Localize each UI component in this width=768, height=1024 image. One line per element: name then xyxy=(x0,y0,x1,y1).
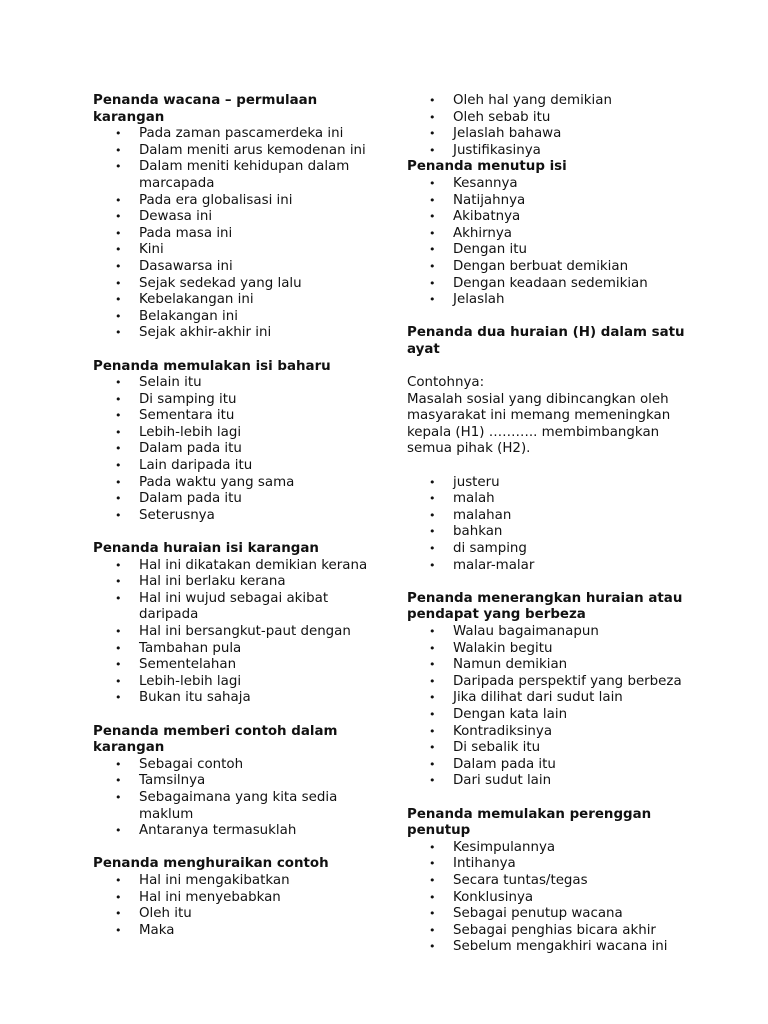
list-item xyxy=(93,757,383,774)
list-item xyxy=(407,856,697,873)
bullet-icon: • xyxy=(115,757,122,771)
bullet-icon: • xyxy=(429,641,436,655)
list-item-text: Sebagai penghias bicara akhir xyxy=(453,922,656,938)
bullet-icon: • xyxy=(115,459,122,473)
list-item-text: Selain itu xyxy=(139,375,202,391)
list-item-text: Oleh itu xyxy=(139,906,192,922)
list-item-text: Hal ini menyebabkan xyxy=(139,889,281,905)
bullet-icon: • xyxy=(115,923,122,937)
list-item-text: Hal ini mengakibatkan xyxy=(139,872,290,888)
section-heading: Penanda dua huraian (H) dalam satu ayat xyxy=(407,325,685,357)
example-label: Contohnya: xyxy=(407,375,485,391)
list-item xyxy=(93,458,383,475)
list-item xyxy=(407,143,697,160)
list-item-text: Kebelakangan ini xyxy=(139,292,254,308)
bullet-icon: • xyxy=(429,890,436,904)
list-item-text: Seterusnya xyxy=(139,507,215,523)
list-item xyxy=(93,242,383,259)
list-item xyxy=(407,110,697,127)
list-item-text: Pada waktu yang sama xyxy=(139,474,295,490)
section-list xyxy=(93,375,383,524)
section-list xyxy=(407,840,697,956)
list-item xyxy=(407,524,697,541)
bullet-icon: • xyxy=(115,625,122,638)
bullet-icon: • xyxy=(115,475,122,489)
section-left-0 xyxy=(93,93,383,342)
continued-list xyxy=(407,93,697,159)
list-item xyxy=(93,657,383,674)
bullet-icon: • xyxy=(115,326,122,340)
section-left-4 xyxy=(93,856,383,939)
list-item-text: Pada era globalisasi ini xyxy=(139,192,293,208)
bullet-icon: • xyxy=(429,259,436,273)
bullet-icon: • xyxy=(115,409,122,423)
list-item xyxy=(93,873,383,890)
section-right-0 xyxy=(407,591,697,790)
bullet-icon: • xyxy=(115,691,122,705)
list-item-text: Dalam pada itu xyxy=(139,441,242,457)
list-item xyxy=(407,707,697,724)
list-item xyxy=(93,259,383,276)
list-item-text: Tambahan pula xyxy=(139,640,242,656)
bullet-icon: • xyxy=(429,923,436,937)
list-item xyxy=(407,624,697,641)
list-item xyxy=(407,690,697,707)
list-item-text: Tamsilnya xyxy=(139,773,206,789)
bullet-icon: • xyxy=(115,193,122,207)
bullet-icon: • xyxy=(429,143,436,157)
list-item xyxy=(407,541,697,558)
right-column xyxy=(407,93,697,956)
bullet-icon: • xyxy=(429,873,436,887)
list-item xyxy=(93,574,383,591)
section-heading: Penanda menghuraikan contoh xyxy=(93,856,329,872)
bullet-icon: • xyxy=(115,127,122,141)
bullet-icon: • xyxy=(115,492,122,506)
list-item xyxy=(407,226,697,243)
list-item-text: Intihanya xyxy=(453,856,516,872)
bullet-icon: • xyxy=(429,940,436,954)
list-item xyxy=(93,558,383,575)
list-item xyxy=(407,641,697,658)
list-item xyxy=(407,93,697,110)
list-item xyxy=(407,724,697,741)
bullet-icon: • xyxy=(429,243,436,257)
list-item xyxy=(407,906,697,923)
bullet-icon: • xyxy=(115,575,122,589)
bullet-icon: • xyxy=(429,658,436,672)
list-item-text: Walakin begitu xyxy=(453,640,553,656)
list-item xyxy=(93,790,383,823)
list-item-text: Sebagaimana yang kita sedia maklum xyxy=(139,789,338,822)
list-item xyxy=(407,923,697,940)
bullet-icon: • xyxy=(429,558,436,572)
list-item xyxy=(93,375,383,392)
list-item xyxy=(407,873,697,890)
list-item xyxy=(93,425,383,442)
bullet-icon: • xyxy=(429,127,436,141)
list-item-text: Justifikasinya xyxy=(453,142,541,158)
list-item-text: malahan xyxy=(453,507,512,523)
bullet-icon: • xyxy=(429,625,436,638)
list-item xyxy=(407,840,697,857)
list-item xyxy=(93,193,383,210)
list-item-text: Walau bagaimanapun xyxy=(453,624,599,639)
list-item xyxy=(93,690,383,707)
list-item xyxy=(93,491,383,508)
section-heading: Penanda menutup isi xyxy=(407,159,567,175)
bullet-icon: • xyxy=(429,724,436,738)
bullet-icon: • xyxy=(429,110,436,124)
bullet-icon: • xyxy=(115,243,122,257)
list-item-text: Di sebalik itu xyxy=(453,740,541,756)
list-item xyxy=(407,475,697,492)
bullet-icon: • xyxy=(115,873,122,887)
list-item xyxy=(407,508,697,525)
section-two-elaboration xyxy=(407,325,697,574)
section-heading: Penanda menerangkan huraian atau pendapat yang berbeza xyxy=(407,590,683,623)
list-item-text: Hal ini bersangkut-paut dengan xyxy=(139,624,351,639)
list-item-text: Sebagai contoh xyxy=(139,756,244,772)
list-item-text: Hal ini dikatakan demikian kerana xyxy=(139,557,368,573)
section-closing xyxy=(407,159,697,308)
bullet-icon: • xyxy=(115,890,122,904)
list-item-text: Namun demikian xyxy=(453,657,568,673)
bullet-icon: • xyxy=(429,508,436,522)
bullet-icon: • xyxy=(115,508,122,522)
bullet-icon: • xyxy=(429,857,436,871)
list-item-text: Sejak akhir-akhir ini xyxy=(139,325,272,341)
example-text: Masalah sosial yang dibincangkan oleh masyarakat ini memang memeningkan kepala (H1) ……….. membimbangkan semua pihak (H2). xyxy=(407,391,671,457)
list-item-text: Sementelahan xyxy=(139,657,237,673)
list-item xyxy=(93,923,383,940)
list-item-text: Dalam pada itu xyxy=(453,756,556,772)
bullet-icon: • xyxy=(115,425,122,439)
list-item xyxy=(93,143,383,160)
list-item xyxy=(93,276,383,293)
bullet-icon: • xyxy=(115,376,122,390)
left-column xyxy=(93,93,383,939)
bullet-icon: • xyxy=(429,674,436,688)
list-item-text: Secara tuntas/tegas xyxy=(453,872,588,888)
bullet-icon: • xyxy=(115,674,122,688)
bullet-icon: • xyxy=(115,293,122,307)
list-item-text: Dengan keadaan sedemikian xyxy=(453,275,648,291)
list-item-text: Pada zaman pascamerdeka ini xyxy=(139,126,344,142)
list-item-text: Pada masa ini xyxy=(139,225,233,241)
section-right-1 xyxy=(407,807,697,956)
list-item xyxy=(93,624,383,641)
bullet-icon: • xyxy=(429,276,436,290)
bullet-icon: • xyxy=(429,176,436,190)
bullet-icon: • xyxy=(429,293,436,307)
section-list xyxy=(407,624,697,790)
list-item-text: Natijahnya xyxy=(453,192,526,208)
bullet-icon: • xyxy=(115,276,122,290)
list-item-text: Dengan itu xyxy=(453,242,527,258)
list-item xyxy=(407,276,697,293)
bullet-icon: • xyxy=(429,94,436,107)
bullet-icon: • xyxy=(429,226,436,240)
bullet-icon: • xyxy=(115,226,122,240)
bullet-icon: • xyxy=(115,774,122,788)
list-item xyxy=(93,641,383,658)
list-item xyxy=(93,906,383,923)
bullet-icon: • xyxy=(429,193,436,207)
bullet-icon: • xyxy=(429,757,436,771)
list-item-text: Kesimpulannya xyxy=(453,839,556,855)
list-item-text: Hal ini berlaku kerana xyxy=(139,574,286,590)
list-item-text: Dengan berbuat demikian xyxy=(453,258,629,274)
list-item xyxy=(93,325,383,342)
section-list xyxy=(93,558,383,707)
list-item xyxy=(407,757,697,774)
list-item xyxy=(407,126,697,143)
list-item xyxy=(93,209,383,226)
bullet-icon: • xyxy=(429,707,436,721)
list-item xyxy=(93,508,383,525)
section-list xyxy=(93,757,383,840)
list-item xyxy=(93,309,383,326)
bullet-icon: • xyxy=(429,525,436,539)
bullet-icon: • xyxy=(115,442,122,456)
section-heading: Penanda huraian isi karangan xyxy=(93,541,319,557)
bullet-icon: • xyxy=(115,907,122,921)
list-item-text: Akibatnya xyxy=(453,209,521,225)
connector-list xyxy=(407,475,697,575)
list-item xyxy=(407,242,697,259)
bullet-icon: • xyxy=(429,492,436,506)
section-list xyxy=(93,873,383,939)
bullet-icon: • xyxy=(115,591,122,605)
bullet-icon: • xyxy=(115,641,122,655)
list-item-text: Dengan kata lain xyxy=(453,706,568,722)
list-item-text: Sebagai penutup wacana xyxy=(453,906,623,922)
list-item-text: Dewasa ini xyxy=(139,209,213,225)
section-left-3 xyxy=(93,724,383,840)
list-item-text: Dari sudut lain xyxy=(453,773,552,789)
list-item-text: Kesannya xyxy=(453,175,518,191)
list-item xyxy=(407,773,697,790)
list-item xyxy=(407,674,697,691)
bullet-icon: • xyxy=(429,840,436,854)
bullet-icon: • xyxy=(115,790,122,804)
list-item-text: Dalam meniti kehidupan dalam marcapada xyxy=(139,159,350,191)
list-item xyxy=(407,491,697,508)
list-item-text: Hal ini wujud sebagai akibat daripada xyxy=(139,590,329,623)
section-heading: Penanda memberi contoh dalam karangan xyxy=(93,723,338,756)
list-item xyxy=(93,226,383,243)
section-heading: Penanda memulakan perenggan penutup xyxy=(407,806,652,839)
list-item xyxy=(407,209,697,226)
section-left-2 xyxy=(93,541,383,707)
bullet-icon: • xyxy=(429,691,436,705)
list-item xyxy=(407,558,697,575)
section-heading: Penanda memulakan isi baharu xyxy=(93,358,331,374)
list-item-text: justeru xyxy=(453,474,500,490)
bullet-icon: • xyxy=(429,907,436,921)
bullet-icon: • xyxy=(115,558,122,572)
list-item xyxy=(93,773,383,790)
list-item xyxy=(93,392,383,409)
bullet-icon: • xyxy=(429,210,436,224)
list-item-text: Antaranya termasuklah xyxy=(139,823,297,839)
list-item-text: Maka xyxy=(139,922,175,938)
bullet-icon: • xyxy=(115,658,122,672)
right-sections xyxy=(407,591,697,956)
list-item xyxy=(93,475,383,492)
list-item xyxy=(93,823,383,840)
list-item xyxy=(407,193,697,210)
list-item xyxy=(93,159,383,192)
bullet-icon: • xyxy=(429,741,436,755)
list-item xyxy=(407,890,697,907)
bullet-icon: • xyxy=(115,392,122,406)
bullet-icon: • xyxy=(115,309,122,323)
list-item-text: Daripada perspektif yang berbeza xyxy=(453,673,682,689)
list-item-text: Jelaslah xyxy=(453,292,505,308)
list-item-text: Jelaslah bahawa xyxy=(453,126,562,142)
bullet-icon: • xyxy=(115,259,122,273)
list-item-text: Lebih-lebih lagi xyxy=(139,673,242,689)
list-item xyxy=(93,890,383,907)
list-item-text: Di samping itu xyxy=(139,391,237,407)
list-item-text: malah xyxy=(453,491,495,507)
bullet-icon: • xyxy=(429,542,436,556)
list-item xyxy=(93,674,383,691)
list-item-text: Sebelum mengakhiri wacana ini xyxy=(453,939,668,955)
list-item-text: Oleh sebab itu xyxy=(453,109,551,125)
list-item xyxy=(407,740,697,757)
list-item xyxy=(93,126,383,143)
list-item-text: bahkan xyxy=(453,524,503,540)
list-item-text: Sementara itu xyxy=(139,408,235,424)
bullet-icon: • xyxy=(115,143,122,157)
list-item-text: Bukan itu sahaja xyxy=(139,690,251,706)
list-item-text: Akhirnya xyxy=(453,225,513,241)
closing-list xyxy=(407,176,697,309)
list-item xyxy=(407,939,697,956)
list-item-text: Lain daripada itu xyxy=(139,458,253,474)
list-item xyxy=(407,259,697,276)
list-item-text: Oleh hal yang demikian xyxy=(453,93,612,108)
bullet-icon: • xyxy=(115,210,122,224)
list-item-text: Belakangan ini xyxy=(139,308,238,324)
list-item-text: Dalam meniti arus kemodenan ini xyxy=(139,142,366,158)
list-item xyxy=(93,408,383,425)
section-left-1 xyxy=(93,359,383,525)
list-item-text: Sejak sedekad yang lalu xyxy=(139,275,302,291)
list-item xyxy=(93,591,383,624)
section-list xyxy=(93,126,383,342)
list-item xyxy=(93,441,383,458)
bullet-icon: • xyxy=(429,774,436,788)
bullet-icon: • xyxy=(429,475,436,489)
list-item-text: Jika dilihat dari sudut lain xyxy=(453,690,623,706)
list-item xyxy=(407,176,697,193)
bullet-icon: • xyxy=(115,160,122,174)
list-item-text: Kini xyxy=(139,242,164,258)
list-item-text: Dalam pada itu xyxy=(139,491,242,507)
list-item-text: Dasawarsa ini xyxy=(139,258,233,274)
bullet-icon: • xyxy=(115,824,122,838)
list-item-text: Lebih-lebih lagi xyxy=(139,424,242,440)
list-item-text: Konklusinya xyxy=(453,889,534,905)
list-item xyxy=(407,657,697,674)
list-item-text: Kontradiksinya xyxy=(453,723,553,739)
list-item-text: di samping xyxy=(453,541,527,557)
list-item-text: malar-malar xyxy=(453,557,535,573)
list-item xyxy=(93,292,383,309)
list-item xyxy=(407,292,697,309)
section-heading: Penanda wacana – permulaan karangan xyxy=(93,93,318,125)
